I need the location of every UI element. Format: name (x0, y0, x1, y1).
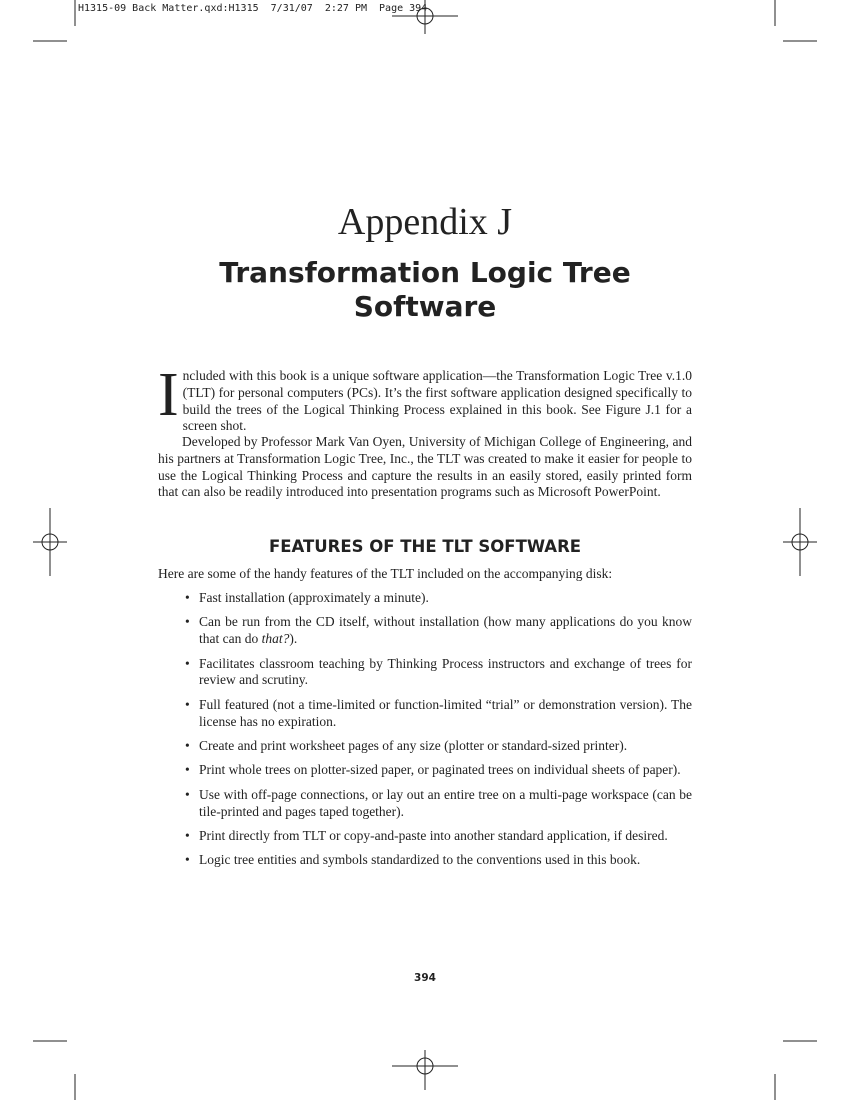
bullet: • (185, 852, 190, 868)
feature-item (158, 852, 692, 869)
bullet: • (185, 696, 190, 712)
bullet: • (185, 786, 190, 802)
feature-item (158, 590, 692, 607)
feature-item (158, 738, 692, 755)
feature-item (158, 697, 692, 731)
bullet: • (185, 737, 190, 753)
chapter-title-line-2: Software (353, 290, 497, 323)
intro-paragraph (158, 361, 692, 435)
feature-text: Can be run from the CD itself, without installation (how many applications do you know that can do (199, 614, 692, 647)
bullet: • (185, 655, 190, 671)
feature-item (158, 614, 692, 648)
development-paragraph: Developed by Professor Mark Van Oyen, University of Michigan College of Engineering, and his partners at Transformation Logic Tree, Inc., the TLT was created to make it easier for people to use the Logical Thinking Process and capture the results in an easily stored, easily printed form that can also be readily introduced into presentation programs such as Microsoft PowerPoint. (158, 434, 692, 500)
bullet: • (185, 762, 190, 778)
bullet: • (185, 614, 190, 630)
bullet: • (185, 590, 190, 605)
features-list (158, 590, 692, 877)
feature-item (158, 828, 692, 845)
chapter-title-line-1: Transformation Logic Tree (219, 256, 631, 289)
feature-text-end: ). (289, 631, 298, 647)
feature-text: Print directly from TLT or copy-and-paste into another standard application, if desired. (199, 827, 668, 843)
feature-item (158, 787, 692, 821)
feature-emphasis: that? (261, 631, 290, 647)
bullet: • (185, 827, 190, 843)
feature-text: Facilitates classroom teaching by Thinking Process instructors and exchange of trees for review and scrutiny. (199, 655, 692, 688)
feature-item (158, 762, 692, 779)
appendix-label: Appendix J (337, 201, 513, 243)
feature-text: Logic tree entities and symbols standardized to the conventions used in this book. (199, 852, 641, 868)
chapter-title (158, 256, 692, 324)
print-slug-line: H1315-09 Back Matter.qxd:H1315 7/31/07 2:27 PM Page 394 (78, 3, 428, 14)
section-heading: FEATURES OF THE TLT SOFTWARE (268, 537, 582, 556)
feature-text: Print whole trees on plotter-sized paper, or paginated trees on individual sheets of paper). (199, 762, 681, 778)
feature-text: Full featured (not a time-limited or function-limited “trial” or demonstration version). The license has no expiration. (199, 696, 692, 729)
feature-item (158, 656, 692, 690)
drop-cap: I (158, 361, 179, 429)
feature-text: Create and print worksheet pages of any size (plotter or standard-sized printer). (199, 737, 628, 753)
intro-paragraph-text: ncluded with this book is a unique software application—the Transformation Logic Tree v.1.0 (TLT) for personal computers (PCs). It’s the first software application designed specifically to build the trees of the Logical Thinking Process explained in this book. See Figure J.1 for a screen shot. (182, 368, 692, 434)
feature-text: Fast installation (approximately a minute). (199, 590, 429, 605)
feature-text: Use with off-page connections, or lay out an entire tree on a multi-page workspace (can be tile-printed and pages taped together). (199, 786, 692, 819)
page-number: 394 (414, 972, 436, 984)
features-intro: Here are some of the handy features of the TLT included on the accompanying disk: (158, 566, 613, 581)
